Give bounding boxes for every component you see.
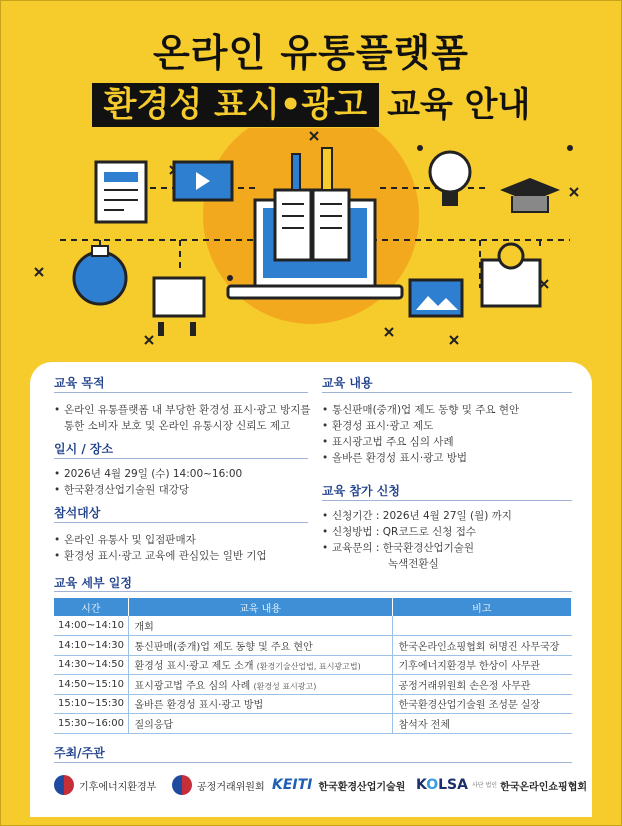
title-highlight: 환경성 표시•광고 — [92, 83, 379, 127]
keiti-logo: KEITI 한국환경산업기술원 — [272, 777, 406, 793]
image-frame-icon — [410, 280, 462, 316]
schedule-header-row — [54, 598, 572, 616]
row-note: 한국온라인쇼핑협회 허명진 사무국장 — [392, 636, 572, 656]
section-title-schedule: 교육 세부 일정 — [54, 576, 132, 590]
page-title-line1: 온라인 유통플랫폼 — [153, 31, 469, 75]
content-item: • 환경성 표시·광고 제도 — [322, 420, 434, 432]
section-title-datetime: 일시 / 장소 — [54, 442, 114, 456]
audience-item: • 환경성 표시·광고 교육에 관심있는 일반 기업 — [54, 550, 267, 562]
flask-icon — [74, 252, 126, 304]
section-title-purpose: 교육 목적 — [54, 376, 105, 390]
row-content: 개회 — [128, 616, 392, 636]
divider — [54, 522, 308, 523]
header-time: 시간 — [54, 598, 128, 616]
taegeuk-emblem-icon — [54, 775, 74, 795]
apply-item: • 교육문의 : 한국환경산업기술원 — [322, 542, 475, 554]
table-row — [54, 616, 572, 636]
row-content: 통신판매(중개)업 제도 동향 및 주요 현안 — [128, 636, 392, 656]
content-item: • 표시광고법 주요 심의 사례 — [322, 436, 454, 448]
ministry-logo: 기후에너지환경부 — [54, 772, 156, 798]
ftc-logo: 공정거래위원회 — [172, 772, 265, 798]
row-note: 기후에너지환경부 한상이 사무관 — [392, 655, 572, 675]
table-row — [54, 714, 572, 734]
datetime-item: • 한국환경산업기술원 대강당 — [54, 484, 190, 496]
open-book-icon — [275, 190, 349, 260]
row-time: 14:30~14:50 — [54, 655, 128, 675]
table-row — [54, 636, 572, 656]
header-note: 비고 — [392, 598, 572, 616]
host-logos — [54, 772, 588, 798]
row-note: 공정거래위원회 손은정 사무관 — [392, 675, 572, 695]
section-title-audience: 참석대상 — [54, 506, 101, 520]
section-title-apply: 교육 참가 신청 — [322, 484, 400, 498]
row-time: 15:10~15:30 — [54, 694, 128, 714]
header-content: 교육 내용 — [128, 598, 392, 616]
purpose-item: • 온라인 유통플랫폼 내 부당한 환경성 표시·광고 방지를 — [54, 404, 311, 416]
row-content: 표시광고법 주요 심의 사례 (환경성 표시광고) — [128, 675, 392, 695]
section-title-content: 교육 내용 — [322, 376, 373, 390]
row-note: 한국환경산업기술원 조성문 실장 — [392, 694, 572, 714]
taegeuk-emblem-icon — [172, 775, 192, 795]
pencil-icon — [292, 154, 300, 190]
content-item: • 올바른 환경성 표시·광고 방법 — [322, 452, 468, 464]
divider — [54, 458, 308, 459]
divider — [54, 762, 572, 763]
row-note: 참석자 전체 — [392, 714, 572, 734]
education-illustration — [30, 128, 592, 358]
table-row — [54, 655, 572, 675]
kolsa-logo: KOLSA 사단 법인 한국온라인쇼핑협회 — [416, 777, 588, 793]
datetime-item: • 2026년 4월 29일 (수) 14:00~16:00 — [54, 468, 243, 480]
title-rest: 교육 안내 — [387, 85, 531, 125]
table-row — [54, 694, 572, 714]
divider — [54, 591, 572, 592]
row-time: 14:50~15:10 — [54, 675, 128, 695]
divider — [322, 392, 572, 393]
lightbulb-icon — [430, 152, 470, 192]
page-title-line2 — [0, 77, 622, 126]
row-content: 올바른 환경성 표시·광고 방법 — [128, 694, 392, 714]
row-note — [392, 616, 572, 636]
schedule-table — [54, 598, 572, 734]
row-content: 환경성 표시·광고 제도 소개 (환경기술산업법, 표시광고법) — [128, 655, 392, 675]
apply-item: • 신청기간 : 2026년 4월 27일 (월) 까지 — [322, 510, 512, 522]
newspaper-icon — [96, 162, 146, 222]
divider — [322, 500, 572, 501]
presentation-board-icon — [154, 278, 204, 316]
apply-item-extra: 녹색전환실 — [388, 558, 439, 570]
audience-item: • 온라인 유통사 및 입점판매자 — [54, 534, 196, 546]
content-item: • 통신판매(중개)업 제도 동향 및 주요 현안 — [322, 404, 520, 416]
section-title-hosts: 주최/주관 — [54, 746, 105, 760]
table-row — [54, 675, 572, 695]
row-time: 15:30~16:00 — [54, 714, 128, 734]
divider — [54, 392, 308, 393]
row-content: 질의응답 — [128, 714, 392, 734]
ruler-icon — [322, 148, 332, 190]
purpose-item: 통한 소비자 보호 및 온라인 유통시장 신뢰도 제고 — [64, 420, 291, 432]
row-time: 14:00~14:10 — [54, 616, 128, 636]
apply-item: • 신청방법 : QR코드로 신청 접수 — [322, 526, 477, 538]
row-time: 14:10~14:30 — [54, 636, 128, 656]
